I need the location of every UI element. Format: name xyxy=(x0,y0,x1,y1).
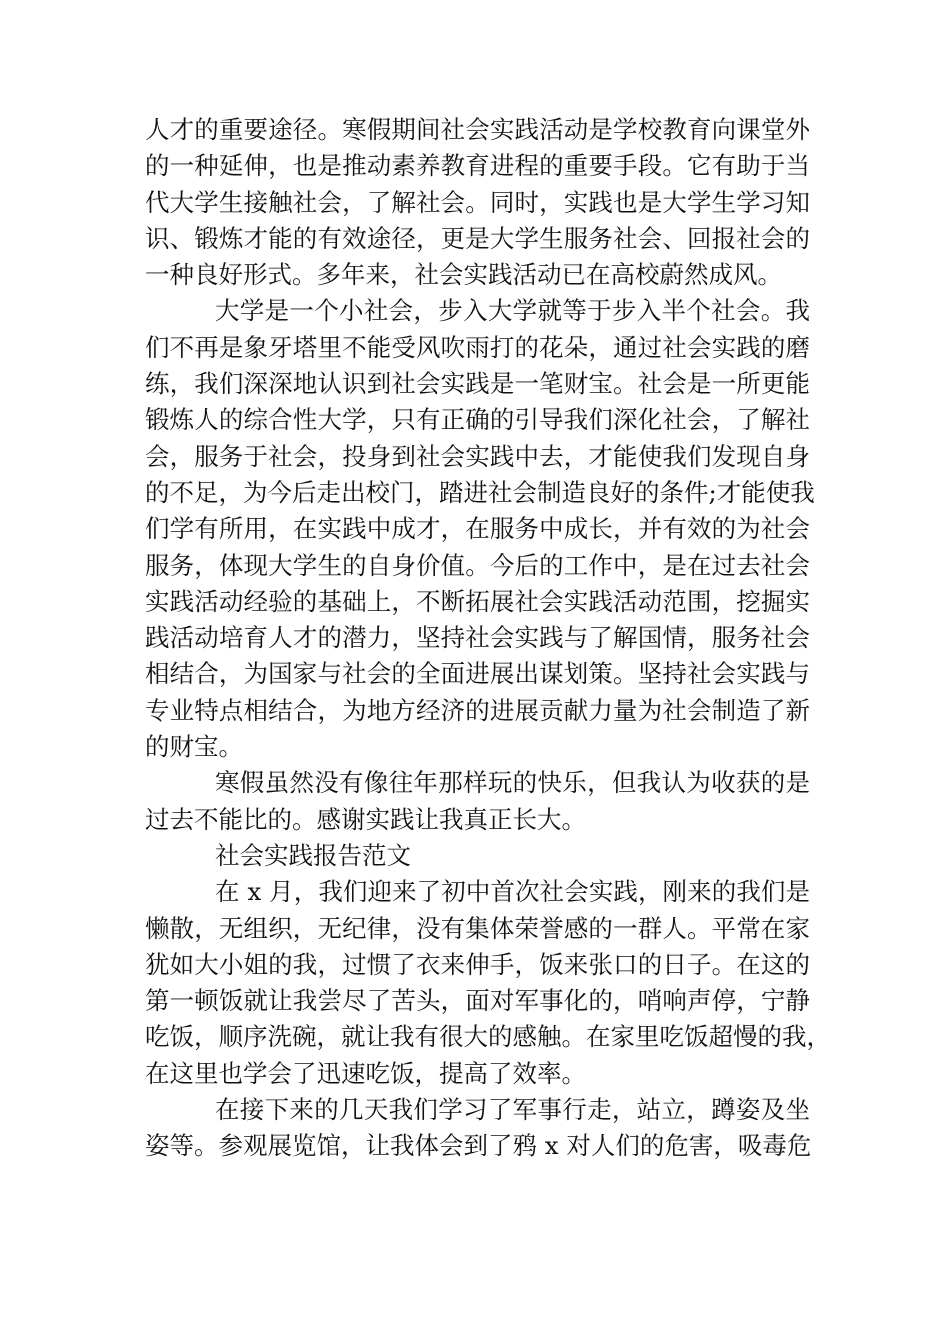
paragraph xyxy=(145,293,815,765)
text-line: 在 x 月，我们迎来了初中首次社会实践，刚来的我们是 xyxy=(215,877,810,907)
text-line: 一种良好形式。多年来，社会实践活动已在高校蔚然成风。 xyxy=(145,260,782,290)
text-line: 人才的重要途径。寒假期间社会实践活动是学校教育向课堂外 xyxy=(145,115,810,144)
text-line: 社会实践报告范文 xyxy=(215,840,411,870)
text-line: 服务，体现大学生的自身价值。今后的工作中，是在过去社会 xyxy=(145,550,810,580)
text-line: 练，我们深深地认识到社会实践是一笔财宝。社会是一所更能 xyxy=(145,369,810,399)
text-line: 相结合，为国家与社会的全面进展出谋划策。坚持社会实践与 xyxy=(145,659,810,689)
text-line: 过去不能比的。感谢实践让我真正长大。 xyxy=(145,804,586,834)
text-line: 在这里也学会了迅速吃饭，提高了效率。 xyxy=(145,1058,586,1088)
paragraph xyxy=(145,112,810,293)
text-line: 的财宝。 xyxy=(145,732,243,762)
text-line: 寒假虽然没有像往年那样玩的快乐，但我认为收获的是 xyxy=(215,768,810,798)
text-line: 的不足，为今后走出校门，踏进社会制造良好的条件;才能使我 xyxy=(145,477,815,507)
text-line: 会，服务于社会，投身到社会实践中去，才能使我们发现自身 xyxy=(145,441,810,471)
text-line: 识、锻炼才能的有效途径，更是大学生服务社会、回报社会的 xyxy=(145,223,810,253)
paragraph xyxy=(145,1092,810,1165)
text-line: 代大学生接触社会，了解社会。同时，实践也是大学生学习知 xyxy=(145,187,810,217)
text-line: 懒散，无组织，无纪律，没有集体荣誉感的一群人。平常在家 xyxy=(145,913,810,943)
paragraph xyxy=(145,765,810,838)
text-line: 锻炼人的综合性大学，只有正确的引导我们深化社会，了解社 xyxy=(145,405,810,435)
text-line: 专业特点相结合，为地方经济的进展贡献力量为社会制造了新 xyxy=(145,695,810,725)
text-line: 大学是一个小社会，步入大学就等于步入半个社会。我 xyxy=(215,296,810,326)
paragraph xyxy=(145,874,831,1092)
section-heading xyxy=(145,838,810,874)
text-line: 姿等。参观展览馆，让我体会到了鸦 x 对人们的危害，吸毒危 xyxy=(145,1131,812,1161)
text-line: 犹如大小姐的我，过惯了衣来伸手，饭来张口的日子。在这的 xyxy=(145,949,810,979)
text-line: 们不再是象牙塔里不能受风吹雨打的花朵，通过社会实践的磨 xyxy=(145,332,810,362)
document-body xyxy=(145,112,831,1165)
text-line: 第一顿饭就让我尝尽了苦头，面对军事化的，哨响声停，宁静 xyxy=(145,986,810,1016)
text-line: 实践活动经验的基础上，不断拓展社会实践活动范围，挖掘实 xyxy=(145,586,810,616)
text-line: 在接下来的几天我们学习了军事行走，站立，蹲姿及坐 xyxy=(215,1095,810,1125)
text-line: 的一种延伸，也是推动素养教育进程的重要手段。它有助于当 xyxy=(145,151,810,181)
text-line: 践活动培育人才的潜力，坚持社会实践与了解国情，服务社会 xyxy=(145,623,810,653)
text-line: 们学有所用，在实践中成才，在服务中成长，并有效的为社会 xyxy=(145,514,810,544)
text-line: 吃饭，顺序洗碗，就让我有很大的感触。在家里吃饭超慢的我， xyxy=(145,1022,831,1052)
